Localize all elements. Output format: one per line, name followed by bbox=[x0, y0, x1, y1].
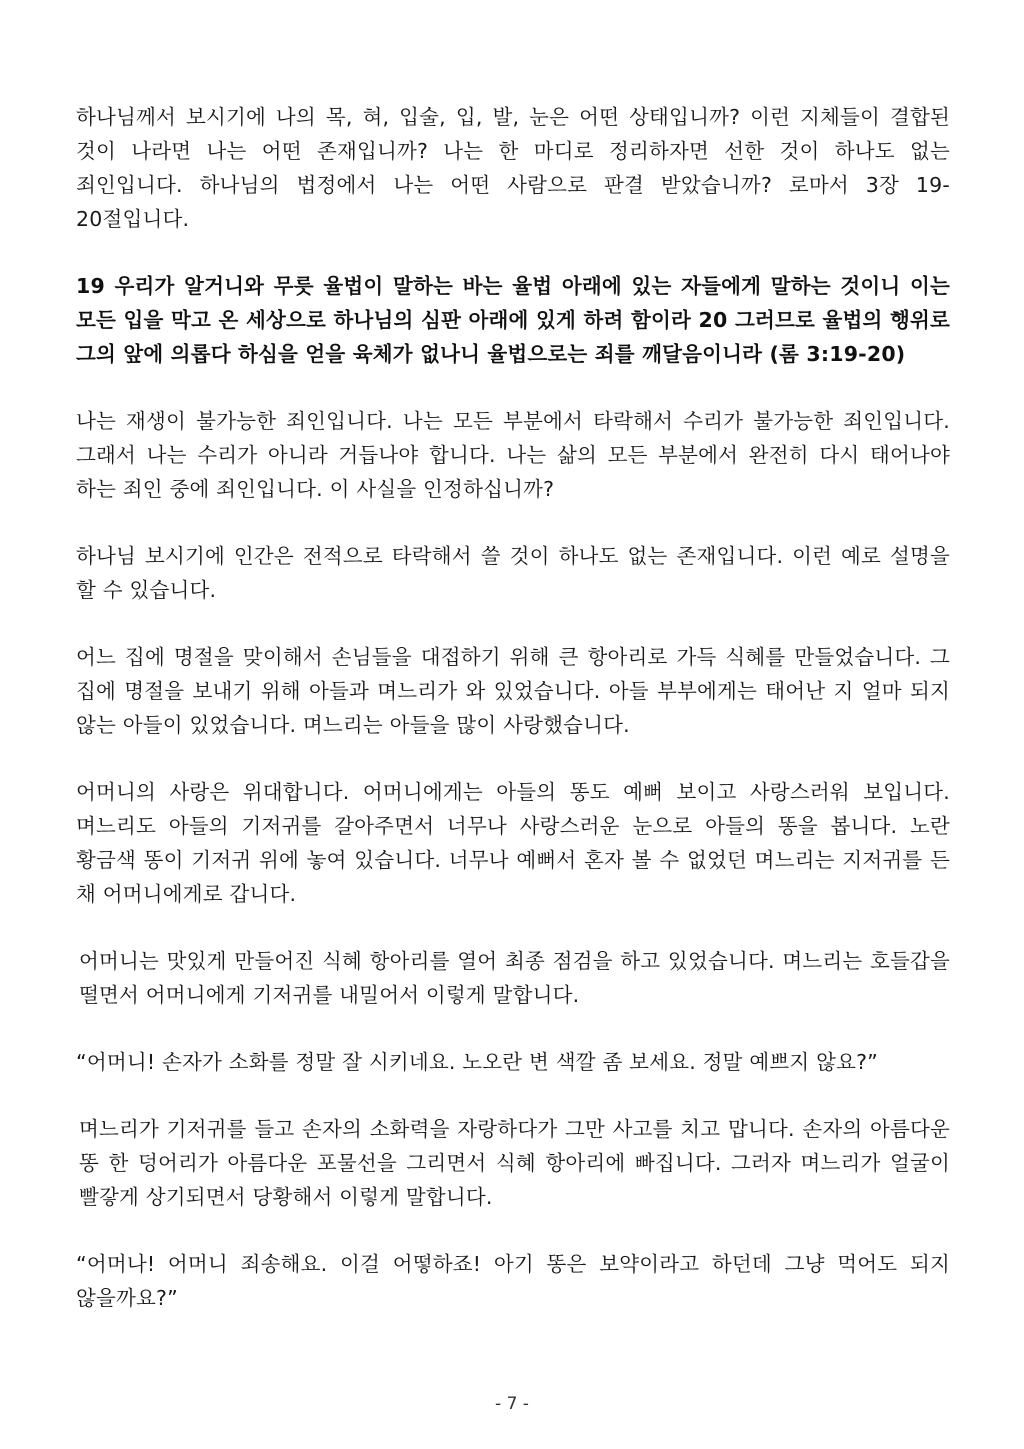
paragraph-1: 하나님께서 보시기에 나의 목, 혀, 입술, 입, 발, 눈은 어떤 상태입니까? 이런 지체들이 결합된 것이 나라면 나는 어떤 존재입니까? 나는 한 마디로 정리하자면 선한 것이 하나도 없는 죄인입니다. 하나님의 법정에서 나는 어떤 사람으로 판결 받았습니까? 로마서 3장 19-20절입니다. bbox=[76, 105, 950, 231]
paragraph-7: 어머니는 맛있게 만들어진 식혜 항아리를 열어 최종 점검을 하고 있었습니다. 며느리는 호들갑을 떨면서 어머니에게 기저귀를 내밀어서 이렇게 말합니다. bbox=[79, 949, 950, 1007]
dialogue-quote-2: “어머나! 어머니 죄송해요. 이걸 어떻하죠! 아기 똥은 보약이라고 하던데 그냥 먹어도 되지 않을까요?” bbox=[76, 1252, 950, 1310]
paragraph-9: 며느리가 기저귀를 들고 손자의 소화력을 자랑하다가 그만 사고를 치고 맙니다. 손자의 아름다운 똥 한 덩어리가 아름다운 포물선을 그리면서 식혜 항아리에 빠집니다. 그러자 며느리가 얼굴이 빨갛게 상기되면서 당황해서 이렇게 말합니다. bbox=[79, 1117, 950, 1209]
paragraph-6: 어머니의 사랑은 위대합니다. 어머니에게는 아들의 똥도 예뻐 보이고 사랑스러워 보입니다. 며느리도 아들의 기저귀를 갈아주면서 너무나 사랑스러운 눈으로 아들의 똥을 봅니다. 노란 황금색 똥이 기저귀 위에 놓여 있습니다. 너무나 예뻐서 혼자 볼 수 없었던 며느리는 지저귀를 든 채 어머니에게로 갑니다. bbox=[76, 780, 950, 906]
paragraph-3: 나는 재생이 불가능한 죄인입니다. 나는 모든 부분에서 타락해서 수리가 불가능한 죄인입니다. 그래서 나는 수리가 아니라 거듭나야 합니다. 나는 삶의 모든 부분에서 완전히 다시 태어나야 하는 죄인 중에 죄인입니다. 이 사실을 인정하십니까? bbox=[76, 409, 950, 501]
page-number: - 7 - bbox=[495, 1394, 529, 1414]
paragraph-4: 하나님 보시기에 인간은 전적으로 타락해서 쓸 것이 하나도 없는 존재입니다. 이런 예로 설명을 할 수 있습니다. bbox=[76, 544, 950, 602]
document-page bbox=[76, 100, 950, 1348]
paragraph-5: 어느 집에 명절을 맞이해서 손님들을 대접하기 위해 큰 항아리로 가득 식혜를 만들었습니다. 그 집에 명절을 보내기 위해 아들과 며느리가 와 있었습니다. 아들 부부에게는 태어난 지 얼마 되지 않는 아들이 있었습니다. 며느리는 아들을 많이 사랑했습니다. bbox=[76, 645, 950, 737]
dialogue-quote-1: “어머니! 손자가 소화를 정말 잘 시키네요. 노오란 변 색깔 좀 보세요. 정말 예쁘지 않요?” bbox=[76, 1050, 878, 1074]
scripture-quote-romans-3-19-20: 19 우리가 알거니와 무릇 율법이 말하는 바는 율법 아래에 있는 자들에게 말하는 것이니 이는 모든 입을 막고 온 세상으로 하나님의 심판 아래에 있게 하려 함이라 20 그러므로 율법의 행위로 그의 앞에 의롭다 하심을 얻을 육체가 없나니 율법으로는 죄를 깨달음이니라 (롬 3:19-20) bbox=[76, 274, 950, 366]
